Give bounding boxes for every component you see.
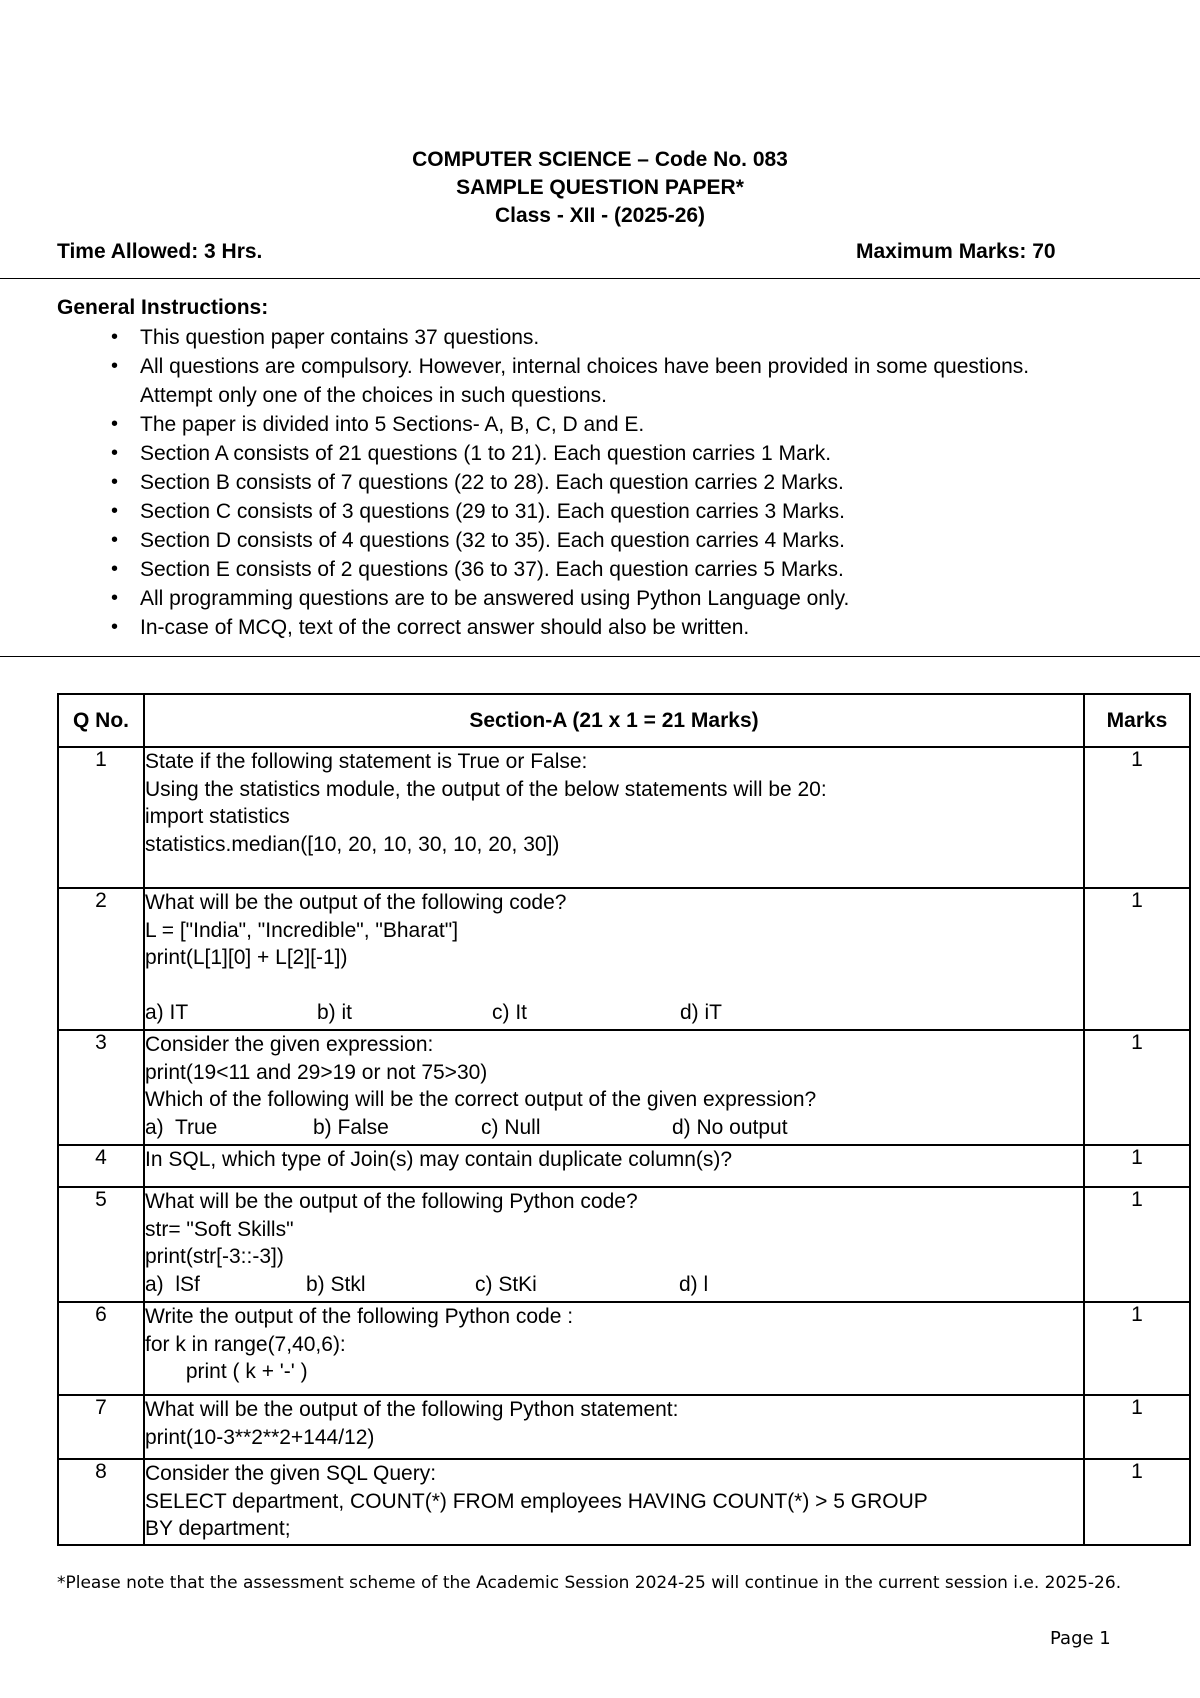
instruction-item: • The paper is divided into 5 Sections- A, B, C, D and E. <box>140 410 1080 439</box>
maximum-marks: Maximum Marks: 70 <box>856 240 1056 263</box>
instruction-item: • All programming questions are to be answered using Python Language only. <box>140 584 1080 613</box>
section-header: Section-A (21 x 1 = 21 Marks) <box>144 694 1084 747</box>
class-title: Class - XII - (2025-26) <box>494 204 706 227</box>
option-a: a) lSf <box>145 1272 200 1296</box>
option-c: c) Null <box>481 1115 541 1139</box>
instructions-divider <box>0 656 1200 657</box>
question-line: print(str[-3::-3]) <box>145 1245 284 1268</box>
question-text <box>144 1030 1084 1145</box>
question-line: SELECT department, COUNT(*) FROM employees HAVING COUNT(*) > 5 GROUP <box>145 1489 928 1513</box>
time-allowed: Time Allowed: 3 Hrs. <box>57 240 263 263</box>
option-d: d) No output <box>672 1115 788 1139</box>
qno-header: Q No. <box>58 694 144 747</box>
question-table <box>57 693 1191 1546</box>
table-row <box>58 1030 1190 1145</box>
instruction-item: • This question paper contains 37 questions. <box>140 323 1080 352</box>
option-b: b) it <box>317 1001 353 1024</box>
question-number: 6 <box>58 1302 144 1395</box>
table-row <box>58 1145 1190 1187</box>
option-b: b) Stkl <box>306 1272 366 1296</box>
question-line: for k in range(7,40,6): <box>145 1332 346 1356</box>
question-marks: 1 <box>1084 1302 1190 1395</box>
options-row <box>145 999 1083 1027</box>
question-line: What will be the output of the following Python statement: <box>145 1398 679 1421</box>
question-marks: 1 <box>1084 1187 1190 1302</box>
subject-title: COMPUTER SCIENCE – Code No. 083 <box>412 148 788 171</box>
option-c: c) It <box>492 1001 527 1024</box>
question-number: 8 <box>58 1459 144 1545</box>
marks-header: Marks <box>1084 694 1190 747</box>
question-line: Which of the following will be the correct output of the given expression? <box>145 1088 817 1111</box>
header-divider <box>0 278 1200 279</box>
question-line: statistics.median([10, 20, 10, 30, 10, 20, 30]) <box>145 832 560 856</box>
instruction-item: • Section E consists of 2 questions (36 to 37). Each question carries 5 Marks. <box>140 555 1080 584</box>
question-number: 7 <box>58 1395 144 1459</box>
instruction-item: • All questions are compulsory. However, internal choices have been provided in some questions. Attempt only one of the choices in such questions. <box>140 352 1080 410</box>
page-number: Page 1 <box>1050 1628 1111 1649</box>
option-d: d) iT <box>680 1001 722 1024</box>
question-line: In SQL, which type of Join(s) may contain duplicate column(s)? <box>145 1148 733 1171</box>
paper-header <box>0 146 1200 230</box>
question-number: 2 <box>58 888 144 1030</box>
question-line: BY department; <box>145 1517 291 1540</box>
question-line: L = ["India", "Incredible", "Bharat"] <box>145 918 459 942</box>
question-line: State if the following statement is True or False: <box>145 750 588 773</box>
question-text <box>144 1302 1084 1395</box>
question-line: print(10-3**2**2+144/12) <box>145 1425 375 1449</box>
question-line: What will be the output of the following code? <box>145 891 567 914</box>
option-b: b) False <box>313 1115 389 1139</box>
table-row <box>58 1187 1190 1302</box>
option-c: c) StKi <box>475 1272 537 1296</box>
question-line: Consider the given expression: <box>145 1033 434 1056</box>
question-number: 5 <box>58 1187 144 1302</box>
question-line: import statistics <box>145 805 290 828</box>
question-text <box>144 1187 1084 1302</box>
question-line: Write the output of the following Python code : <box>145 1305 574 1328</box>
instructions-list <box>140 323 1080 642</box>
instruction-item: • Section B consists of 7 questions (22 to 28). Each question carries 2 Marks. <box>140 468 1080 497</box>
paper-title: SAMPLE QUESTION PAPER* <box>456 176 744 199</box>
option-a: a) True <box>145 1115 218 1139</box>
question-line: print ( k + '-' ) <box>145 1360 308 1383</box>
question-marks: 1 <box>1084 747 1190 888</box>
question-marks: 1 <box>1084 1030 1190 1145</box>
question-line: print(19<11 and 29>19 or not 75>30) <box>145 1060 488 1084</box>
question-text <box>144 747 1084 888</box>
table-header-row <box>58 694 1190 747</box>
instructions-title: General Instructions: <box>57 296 269 319</box>
options-row <box>145 1114 1083 1142</box>
instruction-item: • Section A consists of 21 questions (1 to 21). Each question carries 1 Mark. <box>140 439 1080 468</box>
question-number: 3 <box>58 1030 144 1145</box>
table-row <box>58 1459 1190 1545</box>
question-text <box>144 1395 1084 1459</box>
question-marks: 1 <box>1084 888 1190 1030</box>
question-marks: 1 <box>1084 1395 1190 1459</box>
table-row <box>58 1395 1190 1459</box>
footnote: *Please note that the assessment scheme of the Academic Session 2024-25 will continue in the current session i.e. 2025-26. <box>57 1573 1122 1593</box>
question-marks: 1 <box>1084 1145 1190 1187</box>
instruction-item: • Section C consists of 3 questions (29 to 31). Each question carries 3 Marks. <box>140 497 1080 526</box>
question-line: What will be the output of the following Python code? <box>145 1190 638 1213</box>
table-row <box>58 1302 1190 1395</box>
instruction-item: • In-case of MCQ, text of the correct answer should also be written. <box>140 613 1080 642</box>
question-marks: 1 <box>1084 1459 1190 1545</box>
instruction-item: • Section D consists of 4 questions (32 to 35). Each question carries 4 Marks. <box>140 526 1080 555</box>
question-line: Using the statistics module, the output of the below statements will be 20: <box>145 777 827 801</box>
blank-line <box>145 972 1083 1000</box>
question-text <box>144 1459 1084 1545</box>
table-row <box>58 747 1190 888</box>
question-text <box>144 888 1084 1030</box>
options-row <box>145 1271 1083 1299</box>
question-line: print(L[1][0] + L[2][-1]) <box>145 946 348 969</box>
question-line: Consider the given SQL Query: <box>145 1462 437 1485</box>
question-text <box>144 1145 1084 1187</box>
option-a: a) IT <box>145 1001 189 1024</box>
question-line: str= "Soft Skills" <box>145 1217 294 1241</box>
question-number: 1 <box>58 747 144 888</box>
question-number: 4 <box>58 1145 144 1187</box>
table-row <box>58 888 1190 1030</box>
option-d: d) l <box>679 1272 709 1296</box>
